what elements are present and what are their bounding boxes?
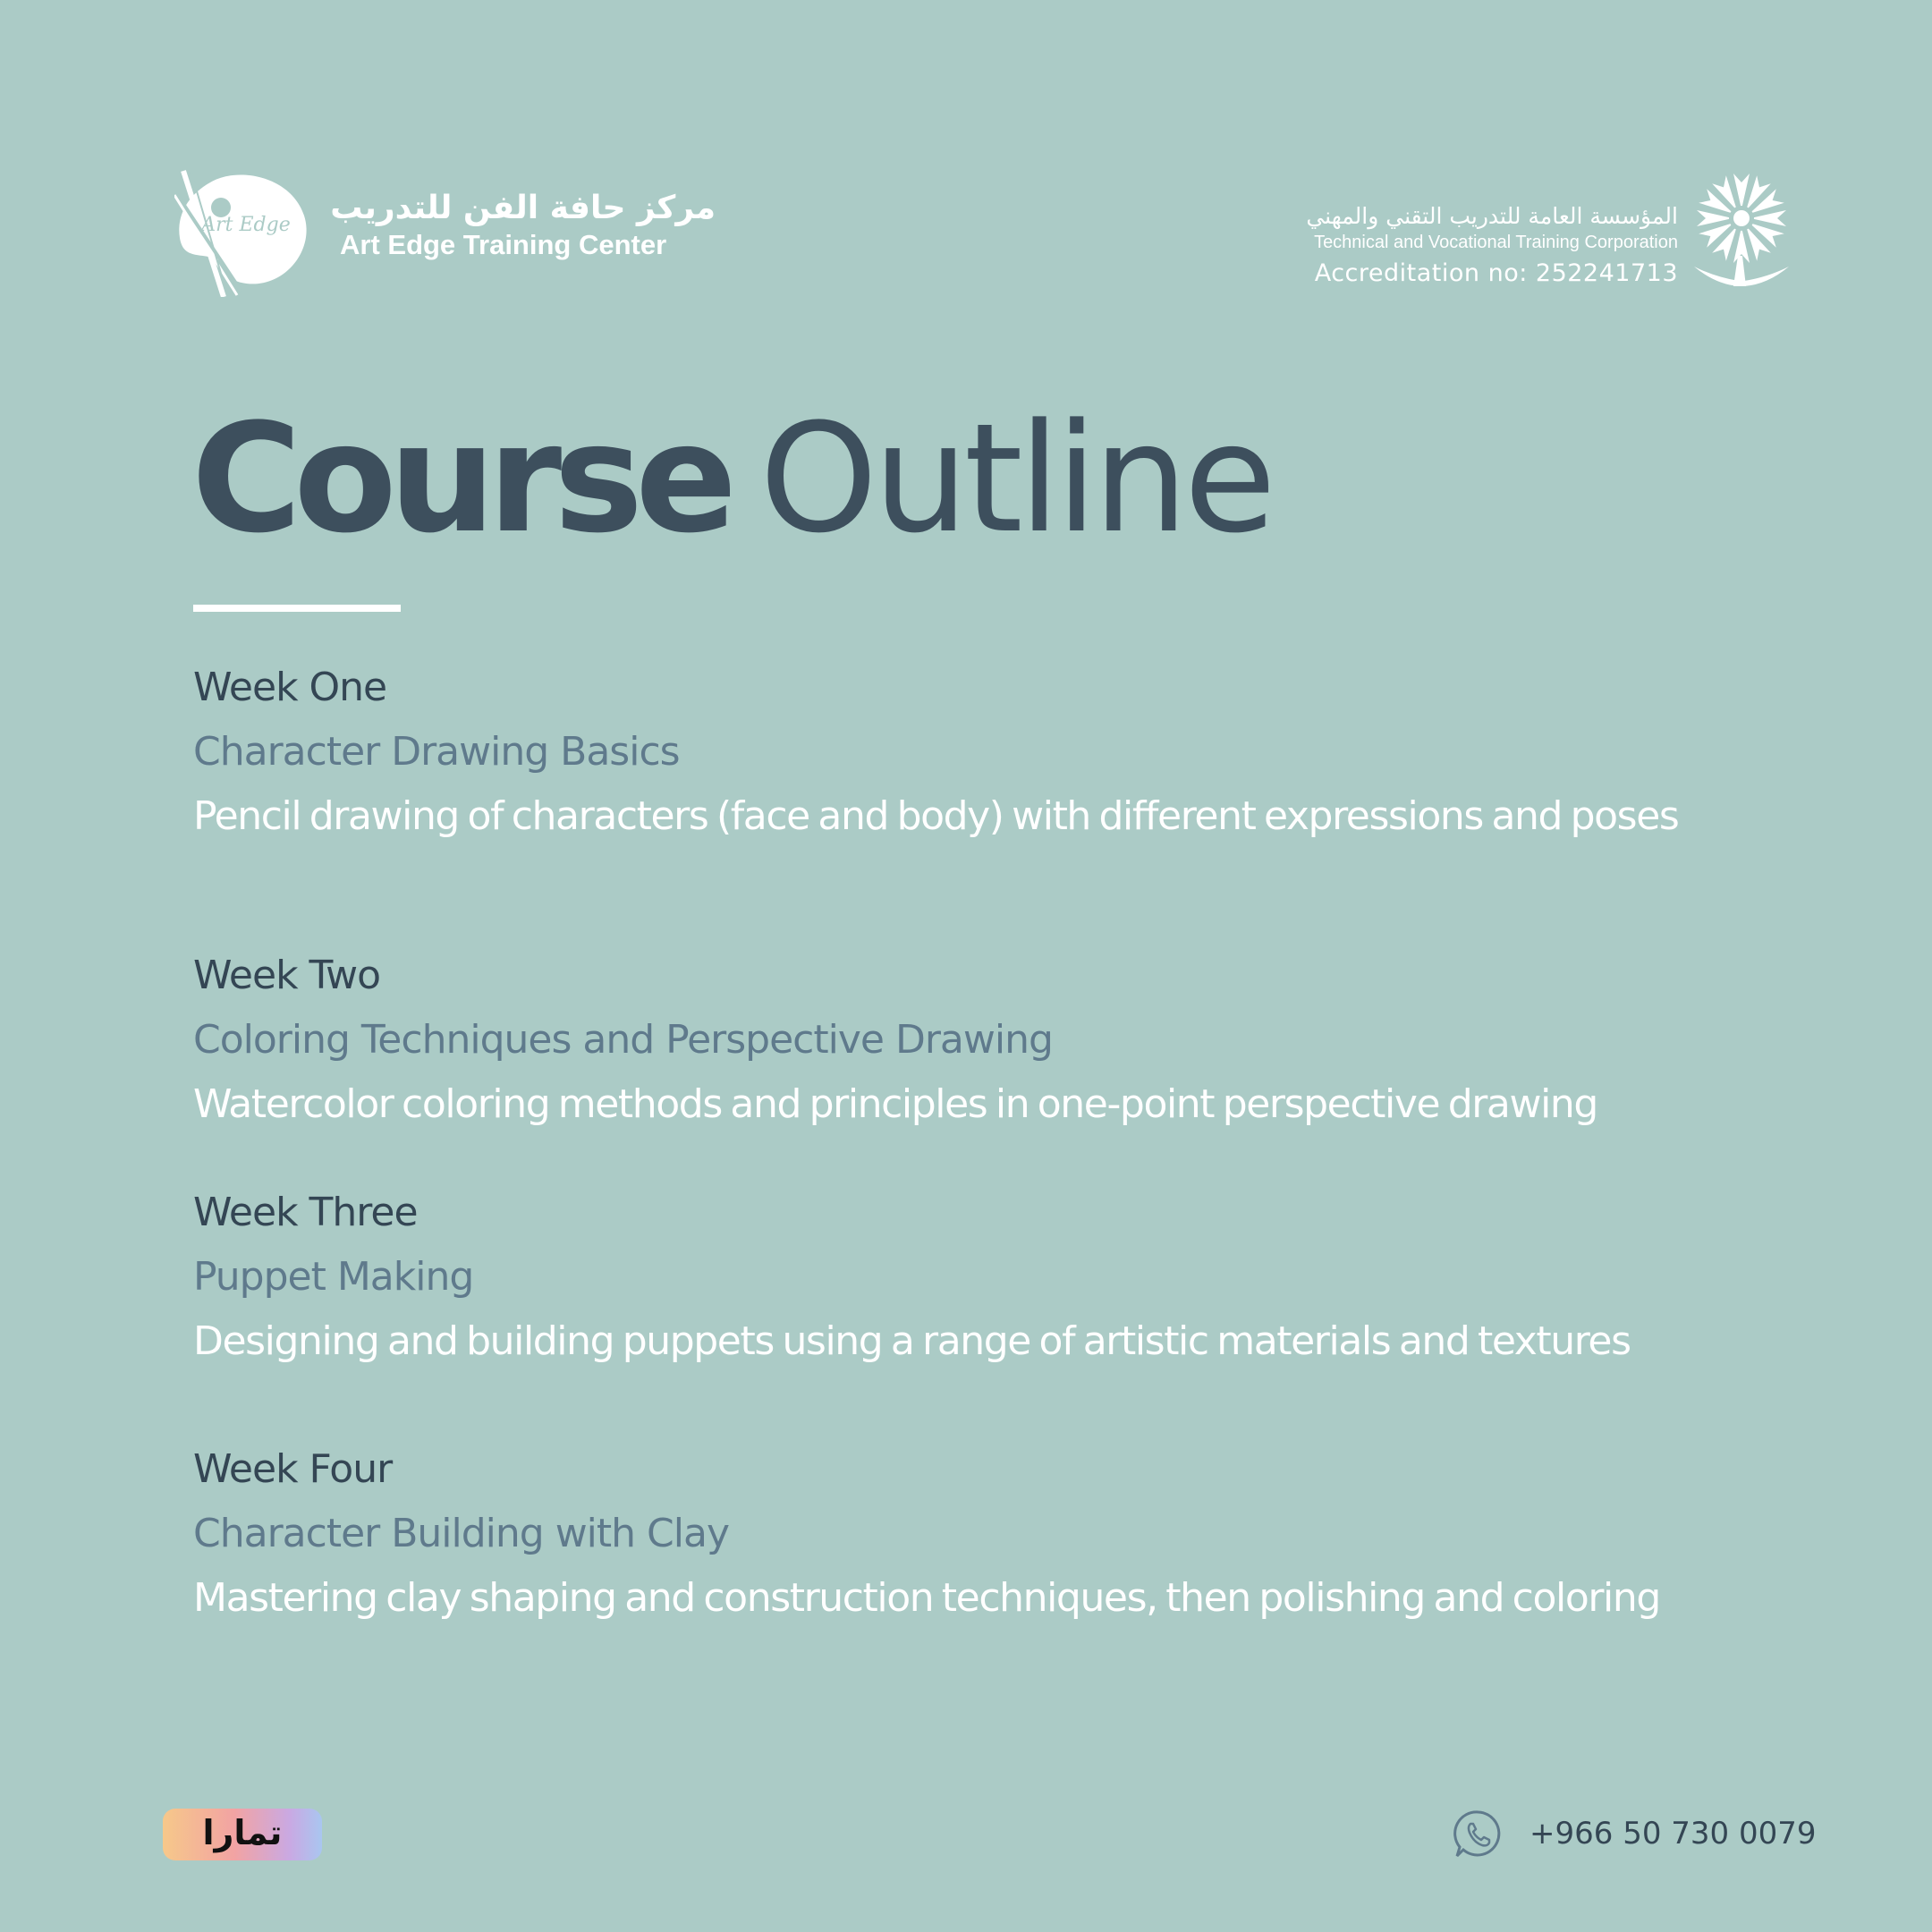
week-title: Week One	[193, 665, 387, 710]
whatsapp-icon	[1453, 1809, 1504, 1860]
tvtc-info	[1306, 202, 1678, 293]
week-topic: Character Building with Clay	[193, 1511, 729, 1556]
week-title: Week Four	[193, 1446, 393, 1492]
title-bold-word: Course	[191, 391, 730, 566]
week-title: Week Two	[193, 953, 381, 998]
week-section-4	[193, 1437, 1830, 1631]
week-description: Designing and building puppets using a range of artistic materials and textures	[193, 1318, 1631, 1364]
accreditation-number: Accreditation no: 252241713	[1314, 259, 1678, 287]
week-topic: Coloring Techniques and Perspective Drawing	[193, 1017, 1053, 1063]
tvtc-name-english: Technical and Vocational Training Corporation	[1314, 233, 1678, 252]
week-description: Watercolor coloring methods and principles in one-point perspective drawing	[193, 1081, 1597, 1127]
week-section-1	[193, 656, 1830, 849]
week-section-3	[193, 1181, 1830, 1374]
title-underline	[193, 605, 401, 612]
week-title: Week Three	[193, 1190, 418, 1235]
tamara-label: تمارا	[202, 1813, 283, 1852]
week-description: Pencil drawing of characters (face and body) with different expressions and poses	[193, 793, 1679, 839]
page-title	[191, 389, 1272, 568]
week-topic: Puppet Making	[193, 1254, 474, 1300]
tamara-badge	[163, 1809, 322, 1860]
phone-number[interactable]: +966 50 730 0079	[1530, 1816, 1817, 1852]
tvtc-flower-logo-icon	[1689, 166, 1794, 290]
week-section-2	[193, 944, 1830, 1137]
art-edge-logo-icon	[174, 166, 309, 297]
title-light-word: Outline	[759, 391, 1272, 566]
week-topic: Character Drawing Basics	[193, 729, 680, 775]
brand-name-english: Art Edge Training Center	[340, 229, 667, 260]
tvtc-name-arabic: المؤسسة العامة للتدريب التقني والمهني	[1306, 203, 1678, 229]
brand-name-arabic: مركز حافة الفن للتدريب	[330, 190, 716, 226]
art-edge-logo-text: Art Edge	[201, 214, 291, 236]
week-description: Mastering clay shaping and construction techniques, then polishing and coloring	[193, 1575, 1660, 1621]
